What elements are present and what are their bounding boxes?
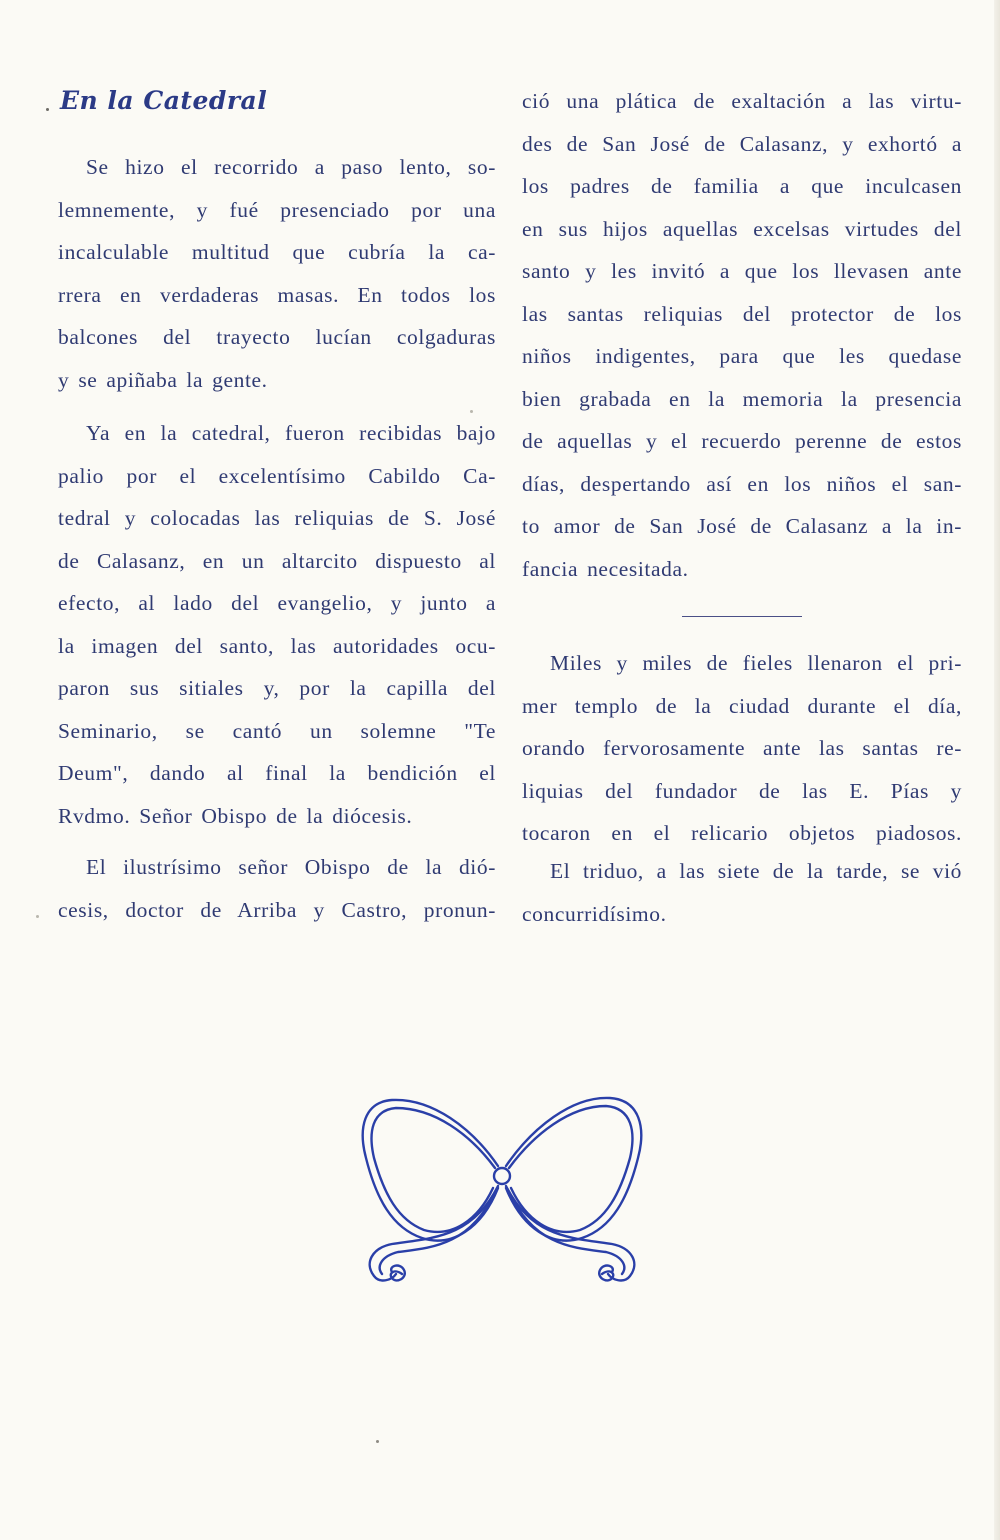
text-line: efecto, al lado del evangelio, y junto a: [58, 591, 496, 615]
text-line: Ya en la catedral, fueron recibidas bajo: [86, 421, 496, 445]
text-line: cesis, doctor de Arriba y Castro, pronun-: [58, 897, 496, 922]
text-line: días, despertando así en los niños el san-: [522, 471, 962, 496]
text-line: lemnemente, y fué presenciado por una: [58, 197, 496, 222]
text-line: liquias del fundador de las E. Pías y: [522, 778, 962, 803]
text-line: de aquellas y el recuerdo perenne de estos: [522, 429, 962, 453]
text-line: niños indigentes, para que les quedase: [522, 344, 962, 368]
text-line: tocaron en el relicario objetos piadosos.: [522, 821, 962, 845]
text-line: des de San José de Calasanz, y exhortó a: [522, 131, 962, 156]
text-line: Rvdmo. Señor Obispo de la diócesis.: [58, 803, 413, 828]
paper-speck: [46, 108, 49, 111]
text-line: El triduo, a las siete de la tarde, se vió: [550, 859, 962, 883]
text-line: en sus hijos aquellas excelsas virtudes del: [522, 216, 962, 241]
paragraph-triduo: [522, 850, 962, 935]
text-line: Deum", dando al final la bendición el: [58, 761, 496, 785]
text-line: rrera en verdaderas masas. En todos los: [58, 282, 496, 307]
paper-speck: [376, 1440, 379, 1443]
text-line: balcones del trayecto lucían colgaduras: [58, 325, 496, 349]
paper-speck: [470, 410, 473, 413]
text-line: paron sus sitiales y, por la capilla del: [58, 676, 496, 700]
text-line: bien grabada en la memoria la presencia: [522, 386, 962, 411]
section-divider: [682, 616, 802, 617]
text-line: santo y les invitó a que los llevasen ante: [522, 259, 962, 283]
paragraph-cathedral-arrival: [58, 412, 496, 837]
paragraph-faithful: [522, 642, 962, 855]
paper-speck: [36, 915, 39, 918]
text-line: y se apiñaba la gente.: [58, 367, 268, 392]
section-heading: En la Catedral: [60, 86, 268, 115]
text-line: fancia necesitada.: [522, 556, 689, 581]
text-line: concurridísimo.: [522, 901, 667, 926]
paragraph-sermon: [522, 80, 962, 590]
text-line: El ilustrísimo señor Obispo de la dió-: [86, 855, 496, 879]
text-line: to amor de San José de Calasanz a la in-: [522, 514, 962, 538]
text-line: la imagen del santo, las autoridades ocu-: [58, 633, 496, 658]
text-line: los padres de familia a que inculcasen: [522, 174, 962, 198]
text-line: Miles y miles de fieles llenaron el pri-: [550, 651, 962, 675]
text-line: mer templo de la ciudad durante el día,: [522, 693, 962, 718]
text-line: orando fervorosamente ante las santas re-: [522, 736, 962, 760]
text-line: las santas reliquias del protector de los: [522, 301, 962, 326]
text-line: Seminario, se cantó un solemne "Te: [58, 718, 496, 743]
text-line: de Calasanz, en un altarcito dispuesto al: [58, 548, 496, 573]
paragraph-bishop: [58, 846, 496, 931]
text-line: tedral y colocadas las reliquias de S. José: [58, 506, 496, 530]
page-edge: [994, 0, 1000, 1540]
text-line: palio por el excelentísimo Cabildo Ca-: [58, 463, 496, 488]
text-line: Se hizo el recorrido a paso lento, so-: [86, 155, 496, 179]
ribbon-bow-icon: [352, 1088, 652, 1298]
text-line: ció una plática de exaltación a las virtu-: [522, 89, 962, 113]
paragraph-procession: [58, 146, 496, 401]
text-line: incalculable multitud que cubría la ca-: [58, 240, 496, 264]
